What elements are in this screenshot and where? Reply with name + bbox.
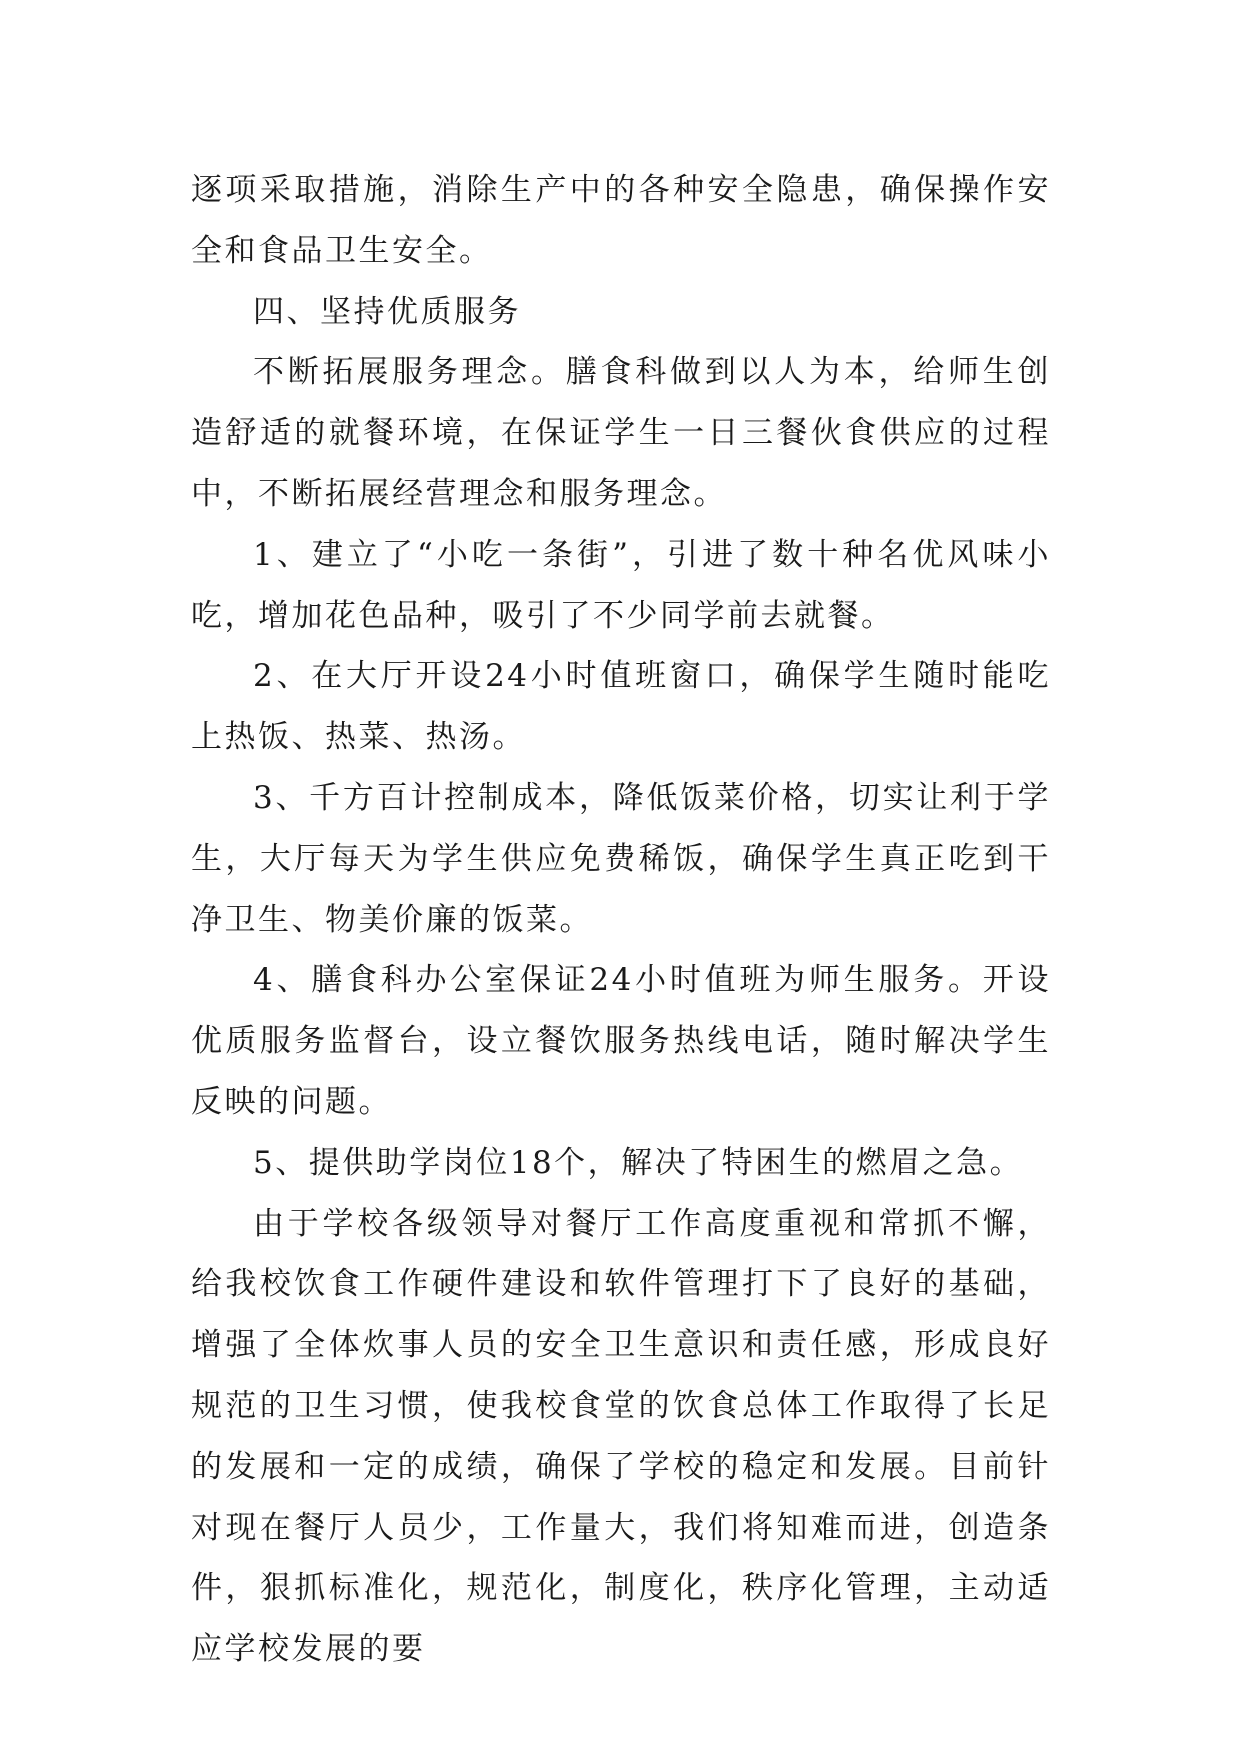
list-item: 2、在大厅开设24小时值班窗口，确保学生随时能吃上热饭、热菜、热汤。 [191, 658, 1051, 756]
document-body [191, 160, 1051, 1680]
list-item: 5、提供助学岗位18个，解决了特困生的燃眉之急。 [253, 1144, 1024, 1181]
list-item: 4、膳食科办公室保证24小时值班为师生服务。开设优质服务监督台，设立餐饮服务热线电话，随时解决学生反映的问题。 [191, 962, 1051, 1120]
paragraph: 逐项采取措施，消除生产中的各种安全隐患，确保操作安全和食品卫生安全。 [191, 172, 1051, 269]
list-item: 3、千方百计控制成本，降低饭菜价格，切实让利于学生，大厅每天为学生供应免费稀饭，确保学生真正吃到干净卫生、物美价廉的饭菜。 [191, 779, 1051, 938]
section-heading: 四、坚持优质服务 [253, 293, 521, 330]
paragraph: 不断拓展服务理念。膳食科做到以人为本，给师生创造舒适的就餐环境，在保证学生一日三餐伙食供应的过程中，不断拓展经营理念和服务理念。 [191, 354, 1051, 512]
list-item: 1、建立了“小吃一条街”，引进了数十种名优风味小吃，增加花色品种，吸引了不少同学前去就餐。 [191, 536, 1051, 634]
paragraph: 由于学校各级领导对餐厅工作高度重视和常抓不懈，给我校饮食工作硬件建设和软件管理打下了良好的基础，增强了全体炊事人员的安全卫生意识和责任感，形成良好规范的卫生习惯，使我校食堂的饮食总体工作取得了长足的发展和一定的成绩，确保了学校的稳定和发展。目前针对现在餐厅人员少，工作量大，我们将知难而进，创造条件，狠抓标准化，规范化，制度化，秩序化管理，主动适应学校发展的要 [191, 1205, 1051, 1668]
